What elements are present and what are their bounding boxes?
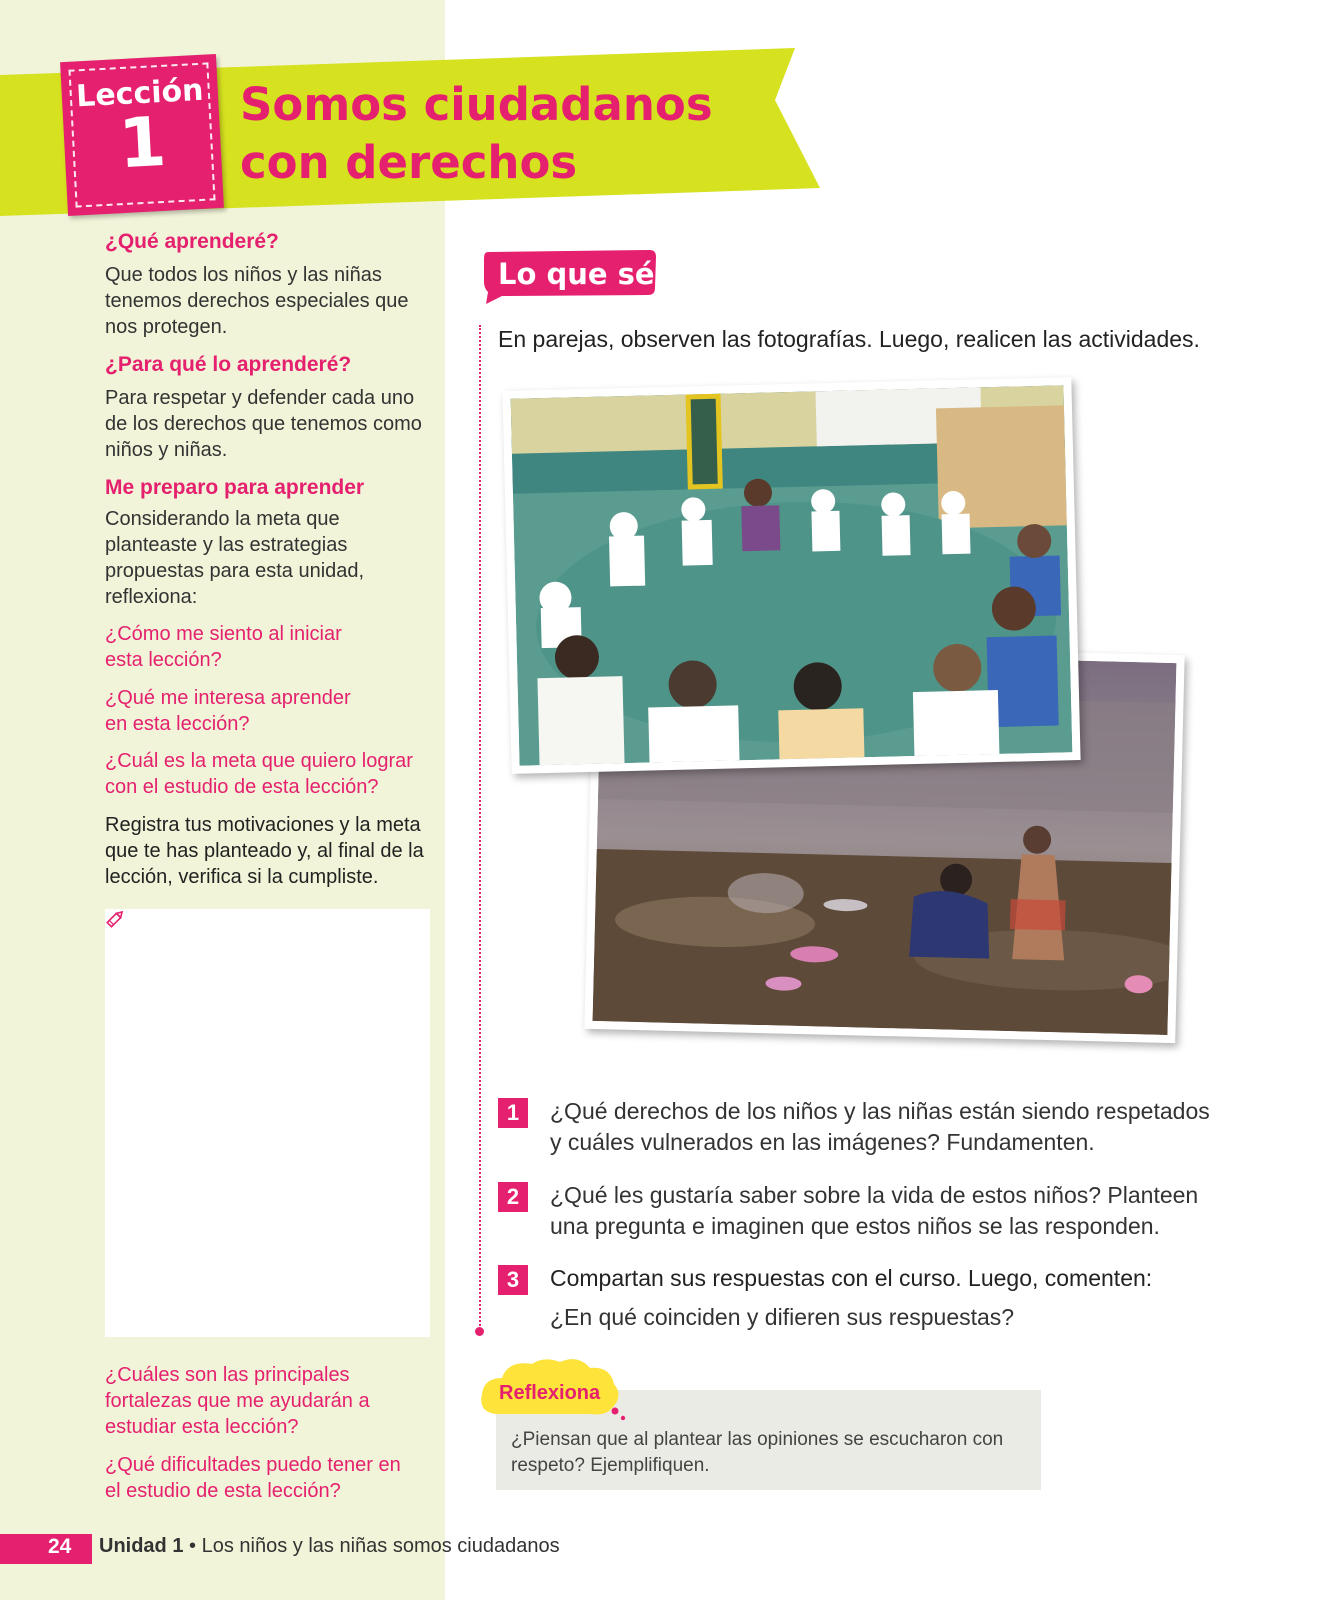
footer-page-bar (0, 1534, 92, 1564)
sidebar-question-difficulties: ¿Qué dificultades puedo tener en el estudio de esta lección? (105, 1454, 401, 1502)
footer-unit-label: Unidad 1 (99, 1535, 184, 1557)
sidebar-question-interest: ¿Qué me interesa aprender en esta lección? (105, 687, 351, 735)
reflect-text: ¿Piensan que al plantear las opiniones se escucharon con respeto? Ejemplifiquen. (511, 1429, 1004, 1476)
instruction-text: En parejas, observen las fotografías. Luego, realicen las actividades. (498, 326, 1200, 352)
lesson-title (240, 76, 760, 192)
footer-unit-title: Los niños y las niñas somos ciudadanos (201, 1535, 560, 1557)
sidebar-heading-what: ¿Qué aprenderé? (105, 230, 279, 253)
sidebar-question-goal: ¿Cuál es la meta que quiero lograr con el estudio de esta lección? (105, 750, 413, 798)
lesson-title-line1: Somos ciudadanos (240, 78, 713, 131)
sidebar-text-why: Para respetar y defender cada uno de los derechos que tenemos como niños y niñas. (105, 387, 422, 461)
footer-separator: • (189, 1535, 197, 1557)
dotted-divider (479, 325, 481, 1330)
activity-1-number: 1 (498, 1098, 528, 1128)
lesson-number: 1 (116, 102, 169, 185)
reflect-label: Reflexiona (499, 1382, 601, 1404)
activity-3-text (550, 1263, 1210, 1333)
activity-2-text: ¿Qué les gustaría saber sobre la vida de estos niños? Planteen una pregunta e imaginen que estos niños se las responden. (550, 1182, 1199, 1239)
activity-1-text: ¿Qué derechos de los niños y las niñas están siendo respetados y cuáles vulnerados en las imágenes? Fundamenten. (550, 1098, 1210, 1155)
sidebar-register-text: Registra tus motivaciones y la meta que te has planteado y, al final de la lección, verifica si la cumpliste. (105, 814, 424, 888)
sidebar-heading-why: ¿Para qué lo aprenderé? (105, 353, 352, 376)
lesson-word: Lección (75, 72, 205, 115)
sidebar-heading-prepare: Me preparo para aprender (105, 476, 365, 499)
reflect-dots (611, 1407, 627, 1421)
footer-page-number: 24 (48, 1535, 72, 1558)
sidebar-text-what: Que todos los niños y las niñas tenemos derechos especiales que nos protegen. (105, 264, 409, 338)
activity-2-number: 2 (498, 1182, 528, 1212)
writing-area[interactable] (105, 909, 430, 1337)
section-tag-label: Lo que sé (498, 257, 655, 291)
footer-unit (99, 1535, 560, 1558)
activity-3-main-text: Compartan sus respuestas con el curso. Luego, comenten: (550, 1265, 1153, 1291)
activity-3-subtext: ¿En qué coinciden y difieren sus respuestas? (550, 1304, 1015, 1330)
dotted-divider-end (475, 1327, 484, 1336)
lesson-badge (60, 54, 224, 216)
sidebar-question-strengths: ¿Cuáles son las principales fortalezas que me ayudarán a estudiar esta lección? (105, 1364, 370, 1438)
sidebar-text-prepare: Considerando la meta que planteaste y las estrategias propuestas para esta unidad, reflexiona: (105, 508, 365, 608)
lesson-title-line2: con derechos (240, 136, 578, 189)
pencil-icon (104, 908, 126, 930)
photo-children-circle (502, 377, 1080, 774)
sidebar-question-feel: ¿Cómo me siento al iniciar esta lección? (105, 623, 342, 671)
activity-3-number: 3 (498, 1265, 528, 1295)
